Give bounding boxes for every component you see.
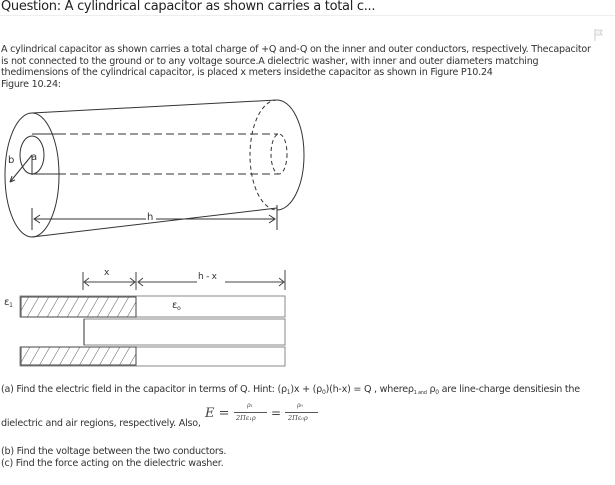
part-a-line1: (a) Find the electric field in the capacitor in terms of Q. Hint: $(\rho_1)x + (\rho_0)(h-x) = Q$ , whereρ$_{1 and}$ $\rho_0$ are line-charge densitiesin the: [1, 384, 580, 396]
figure-caption: Figure 10.24:: [1, 78, 61, 90]
question-line: is not connected to the ground or to any voltage source.A dielectric washer, with inner and outer diameters matching: [1, 55, 539, 67]
label-h-minus-x: h - x: [198, 272, 217, 282]
part-c: (c) Find the force acting on the dielectric washer.: [1, 458, 224, 469]
question-line: A cylindrical capacitor as shown carries a total charge of +Q and-Q on the inner and outer conductors, respectively. Thecapacitor: [1, 44, 591, 55]
label-h: h: [147, 212, 154, 223]
question-body: [1, 44, 613, 90]
label-epsilon-1: $\varepsilon_1$: [4, 297, 13, 309]
label-x: x: [104, 268, 110, 278]
question-header: [0, 0, 615, 16]
label-b: b: [8, 155, 15, 166]
fraction-bar: [234, 412, 267, 413]
label-a: a: [31, 152, 37, 163]
label-epsilon-0: $\varepsilon_o$: [172, 300, 181, 312]
question-title: Question: A cylindrical capacitor as shown carries a total c...: [1, 0, 376, 14]
part-b: (b) Find the voltage between the two conductors.: [1, 446, 227, 457]
part-a-line2: dielectric and air regions, respectively. Also,: [1, 418, 201, 429]
question-line: thedimensions of the cylindrical capacitor, is placed x meters insidethe capacitor as shown in Figure P10.24: [1, 67, 493, 78]
fraction-bar: [285, 412, 318, 413]
flag-icon[interactable]: [594, 29, 604, 41]
